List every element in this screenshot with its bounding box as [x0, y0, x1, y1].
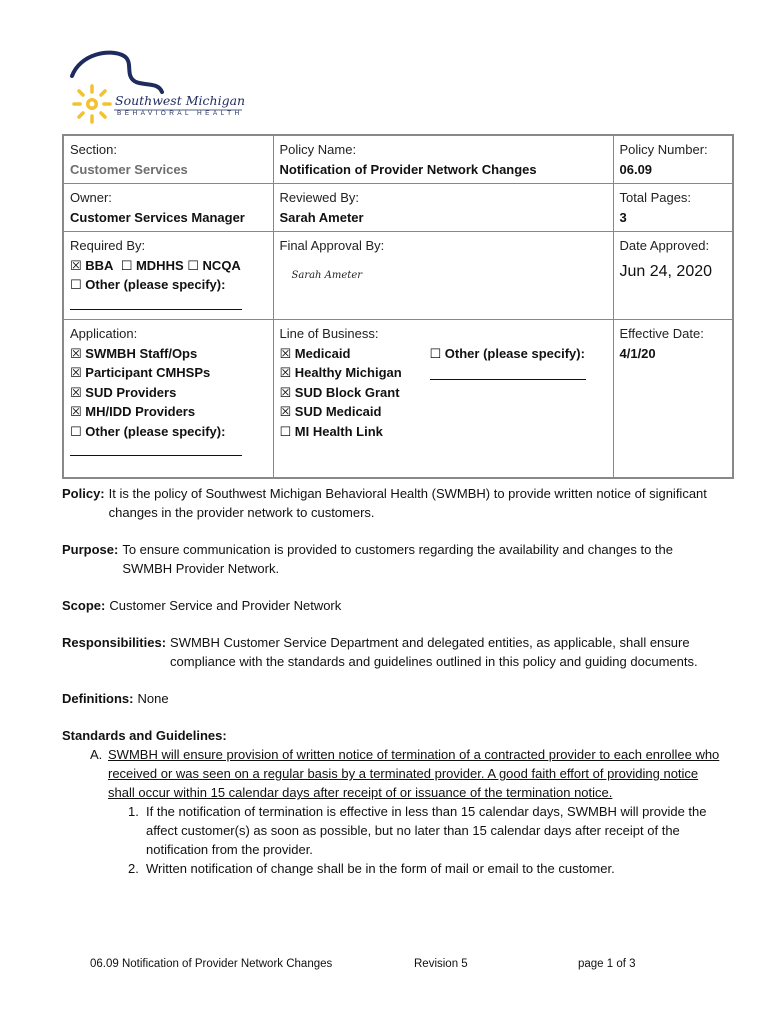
section-value: Customer Services — [70, 161, 188, 177]
required-other-blank[interactable] — [70, 295, 242, 310]
application-label: Application: — [70, 326, 138, 341]
section-label: Section: — [70, 142, 117, 157]
standard-item-a — [90, 745, 722, 802]
effective-date-label: Effective Date: — [619, 326, 704, 341]
policy-name-label: Policy Name: — [279, 142, 357, 157]
footer-revision: Revision 5 — [414, 958, 468, 970]
policy-name-cell — [273, 135, 613, 184]
purpose-title: Purpose: — [62, 542, 119, 557]
required-by-label: Required By: — [70, 238, 146, 253]
checkbox-required-other-label: Other (please specify): — [85, 277, 226, 292]
scope-text: Customer Service and Provider Network — [109, 598, 342, 613]
checkbox-bba-label: BBA — [85, 257, 114, 273]
required-by-checkboxes — [70, 256, 267, 276]
total-pages-cell — [613, 184, 733, 232]
checkbox-swmbh-staff-label: SWMBH Staff/Ops — [85, 345, 198, 361]
checkbox-mdhhs-label: MDHHS — [135, 257, 184, 273]
scope-title: Scope: — [62, 598, 106, 613]
checkbox-medicaid-label: Medicaid — [294, 345, 351, 361]
owner-value: Customer Services Manager — [70, 209, 245, 225]
purpose-statement — [62, 540, 722, 578]
checkbox-participant-cmhsps-label: Participant CMHSPs — [85, 365, 211, 380]
item-2-marker: 2. — [128, 861, 139, 876]
effective-date-value: 4/1/20 — [619, 345, 656, 361]
owner-cell — [63, 184, 273, 232]
policy-statement — [62, 484, 722, 522]
section-cell — [63, 135, 273, 184]
approval-signature: Sarah Ameter — [291, 269, 363, 281]
responsibilities-text: SWMBH Customer Service Department and delegated entities, as applicable, shall ensure compliance with the standards and guidelines outlined in this policy and guiding documents. — [170, 635, 698, 669]
checkbox-healthy-michigan[interactable]: ☒ — [279, 365, 292, 380]
responsibilities-statement — [62, 633, 722, 671]
logo-subtitle: BEHAVIORAL HEALTH — [117, 110, 243, 117]
definitions-title: Definitions: — [62, 691, 134, 706]
lob-other-blank[interactable] — [430, 365, 586, 380]
checkbox-swmbh-staff[interactable]: ☒ — [70, 345, 82, 361]
checkbox-bba[interactable]: ☒ — [70, 257, 82, 273]
application-other-blank[interactable] — [70, 441, 242, 456]
purpose-text: To ensure communication is provided to customers regarding the availability and changes to the SWMBH Provider Network. — [122, 542, 673, 576]
date-approved-cell — [613, 232, 733, 320]
footer-document-name: 06.09 Notification of Provider Network Changes — [90, 958, 333, 970]
responsibilities-title: Responsibilities: — [62, 635, 167, 650]
logo-name: Southwest Michigan — [115, 93, 246, 108]
checkbox-lob-other-label: Other (please specify): — [444, 345, 585, 361]
item-a-marker: A. — [90, 747, 103, 762]
footer-page-number: page 1 of 3 — [578, 958, 636, 970]
standard-item-2 — [128, 859, 722, 878]
checkbox-lob-other[interactable]: ☐ — [429, 345, 442, 361]
total-pages-label: Total Pages: — [619, 190, 692, 205]
policy-title: Policy: — [62, 486, 105, 501]
line-of-business-cell — [273, 320, 613, 478]
policy-body — [62, 484, 722, 878]
definitions-statement — [62, 689, 722, 708]
checkbox-healthy-michigan-label: Healthy Michigan — [294, 365, 402, 380]
checkbox-mi-health-link[interactable]: ☐ — [279, 423, 292, 439]
item-1-marker: 1. — [128, 804, 139, 819]
checkbox-sud-providers-label: SUD Providers — [85, 384, 177, 400]
checkbox-sud-medicaid-label: SUD Medicaid — [294, 404, 382, 419]
owner-label: Owner: — [70, 190, 112, 205]
checkbox-application-other-label: Other (please specify): — [85, 423, 226, 439]
reviewed-value: Sarah Ameter — [279, 209, 364, 225]
total-pages-value: 3 — [619, 209, 627, 225]
checkbox-medicaid[interactable]: ☒ — [279, 345, 292, 361]
checkbox-mi-health-link-label: MI Health Link — [294, 423, 383, 439]
policy-number-label: Policy Number: — [619, 142, 708, 157]
required-by-cell — [63, 232, 273, 320]
item-2-text: Written notification of change shall be in the form of mail or email to the customer. — [146, 861, 615, 876]
line-of-business-label: Line of Business: — [279, 326, 379, 341]
checkbox-mdhhs[interactable]: ☐ — [120, 257, 133, 273]
reviewed-label: Reviewed By: — [279, 190, 359, 205]
checkbox-ncqa-label: NCQA — [202, 257, 241, 273]
checkbox-required-other[interactable]: ☐ — [70, 277, 82, 292]
item-a-text: SWMBH will ensure provision of written notice of termination of a contracted provider to each enrollee who received or was seen on a regular basis by a terminated provider. A good faith effort of providing notice shall occur within 15 calendar days after receipt of or issuance of the termination notice. — [108, 747, 720, 800]
date-approved-value: Jun 24, 2020 — [619, 262, 713, 280]
final-approval-label: Final Approval By: — [279, 238, 385, 253]
standard-item-1 — [128, 802, 722, 859]
standards-title: Standards and Guidelines: — [62, 728, 227, 743]
date-approved-label: Date Approved: — [619, 238, 710, 253]
checkbox-sud-block-grant[interactable]: ☒ — [279, 384, 292, 400]
policy-metadata-table — [62, 134, 734, 479]
checkbox-sud-block-grant-label: SUD Block Grant — [294, 384, 400, 400]
policy-text: It is the policy of Southwest Michigan Behavioral Health (SWMBH) to provide written notice of significant changes in the provider network to customers. — [108, 486, 707, 520]
checkbox-participant-cmhsps[interactable]: ☒ — [70, 365, 82, 380]
checkbox-ncqa[interactable]: ☐ — [187, 257, 199, 273]
scope-statement — [62, 596, 722, 615]
reviewed-cell — [273, 184, 613, 232]
checkbox-sud-providers[interactable]: ☒ — [70, 384, 82, 400]
policy-number-value: 06.09 — [619, 161, 653, 177]
application-cell — [63, 320, 273, 478]
policy-number-cell — [613, 135, 733, 184]
checkbox-mh-idd-providers-label: MH/IDD Providers — [85, 404, 196, 419]
final-approval-cell — [273, 232, 613, 320]
checkbox-application-other[interactable]: ☐ — [70, 423, 82, 439]
checkbox-mh-idd-providers[interactable]: ☒ — [70, 404, 82, 419]
item-1-text: If the notification of termination is effective in less than 15 calendar days, SWMBH will provide the affect customer(s) as soon as possible, but no later than 15 calendar days after receipt of the notification from the provider. — [146, 804, 707, 857]
policy-name-value: Notification of Provider Network Changes — [279, 161, 537, 177]
effective-date-cell — [613, 320, 733, 478]
checkbox-sud-medicaid[interactable]: ☒ — [279, 404, 292, 419]
definitions-text: None — [137, 691, 169, 706]
